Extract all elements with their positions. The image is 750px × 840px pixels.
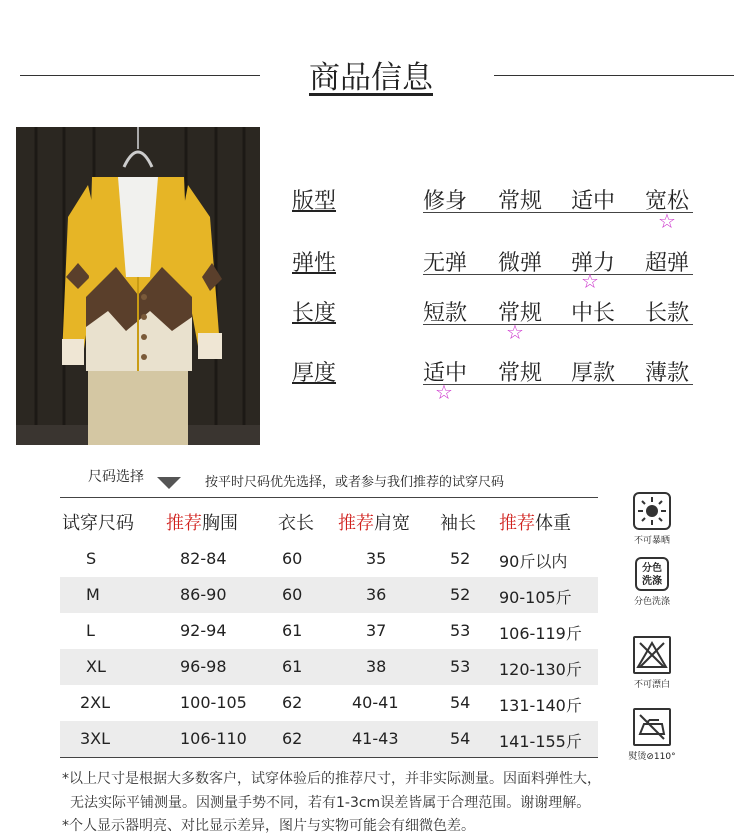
attr-label: 厚度 — [292, 361, 337, 386]
attr-option: 宽松 — [645, 189, 690, 214]
care-label: 不可暴晒 — [633, 536, 670, 546]
table-row — [60, 685, 598, 721]
care-label: 不可漂白 — [633, 680, 670, 690]
cell-shoulder: 40-41 — [352, 693, 399, 712]
header-rule-right — [494, 75, 734, 76]
care-separate-wash — [627, 557, 677, 607]
attr-option: 薄款 — [645, 361, 690, 386]
cell-length: 61 — [282, 657, 303, 676]
recommend-tag: 推荐 — [499, 513, 535, 534]
selected-star-icon: ☆ — [506, 320, 524, 344]
care-label: 熨烫⊘110° — [628, 752, 676, 762]
cardigan-illustration — [16, 127, 260, 445]
cell-size: 3XL — [80, 729, 111, 748]
table-row — [60, 541, 598, 577]
col-header-label: 体重 — [535, 513, 571, 534]
cell-sleeve: 53 — [450, 657, 471, 676]
attr-option: 适中 — [423, 361, 468, 386]
attr-option: 常规 — [498, 189, 543, 214]
attr-option: 微弹 — [498, 251, 543, 276]
cell-shoulder: 38 — [366, 657, 387, 676]
col-header-size: 试穿尺码 — [62, 513, 134, 534]
col-header-label: 肩宽 — [374, 513, 410, 534]
attr-option: 常规 — [498, 301, 543, 326]
cell-sleeve: 52 — [450, 585, 471, 604]
note-line: 无法实际平铺测量。因测量手势不同，若有1-3cm误差皆属于合理范围。谢谢理解。 — [70, 795, 591, 811]
cell-length: 60 — [282, 549, 303, 568]
col-header-label: 胸围 — [202, 513, 238, 534]
iron-icon — [633, 708, 671, 746]
col-header-sleeve: 袖长 — [440, 513, 476, 534]
attr-row-elasticity — [292, 246, 702, 296]
cell-chest: 92-94 — [180, 621, 227, 640]
attr-option: 无弹 — [423, 251, 468, 276]
separate-wash-icon: 分色 洗涤 — [635, 557, 669, 591]
attr-options — [423, 184, 693, 213]
attr-row-length — [292, 296, 702, 346]
attr-options — [423, 296, 693, 325]
col-header-weight — [499, 509, 571, 535]
table-bottom-rule — [60, 757, 598, 758]
cell-shoulder: 36 — [366, 585, 387, 604]
page-title: 商品信息 — [309, 60, 433, 96]
attr-option: 长款 — [645, 301, 690, 326]
cell-shoulder: 37 — [366, 621, 387, 640]
selected-star-icon: ☆ — [658, 209, 676, 233]
attr-option: 常规 — [498, 361, 543, 386]
col-header-chest — [166, 509, 238, 535]
cell-chest: 100-105 — [180, 693, 247, 712]
care-label: 分色洗涤 — [633, 597, 670, 607]
attr-option: 超弹 — [645, 251, 690, 276]
cell-length: 62 — [282, 729, 303, 748]
care-no-bleach — [627, 636, 677, 690]
cell-length: 60 — [282, 585, 303, 604]
note-line: *个人显示器明亮、对比显示差异，图片与实物可能会有细微色差。 — [62, 818, 475, 834]
col-header-shoulder — [338, 509, 410, 535]
cell-size: 2XL — [80, 693, 111, 712]
size-select-label: 尺码选择 — [88, 469, 144, 485]
attr-option: 短款 — [423, 301, 468, 326]
attr-label: 长度 — [292, 301, 337, 326]
attr-label: 版型 — [292, 189, 337, 214]
care-iron — [627, 708, 677, 762]
attr-options — [423, 356, 693, 385]
cell-shoulder: 41-43 — [352, 729, 399, 748]
cell-weight: 120-130斤 — [499, 660, 582, 679]
attr-label: 弹性 — [292, 251, 337, 276]
cell-sleeve: 52 — [450, 549, 471, 568]
cell-weight: 131-140斤 — [499, 696, 582, 715]
table-row — [60, 613, 598, 649]
cell-size: M — [86, 585, 100, 604]
cell-sleeve: 54 — [450, 729, 471, 748]
cell-sleeve: 54 — [450, 693, 471, 712]
cell-weight: 141-155斤 — [499, 732, 582, 751]
attr-option: 适中 — [571, 189, 616, 214]
table-top-rule — [60, 497, 598, 498]
attr-option: 中长 — [571, 301, 616, 326]
cell-weight: 90-105斤 — [499, 588, 572, 607]
table-row — [60, 721, 598, 757]
cell-shoulder: 35 — [366, 549, 387, 568]
attr-options — [423, 246, 693, 275]
cell-length: 61 — [282, 621, 303, 640]
cell-size: L — [86, 621, 95, 640]
cell-chest: 96-98 — [180, 657, 227, 676]
attr-option: 弹力 — [571, 251, 616, 276]
cell-chest: 82-84 — [180, 549, 227, 568]
cell-length: 62 — [282, 693, 303, 712]
attr-row-thickness — [292, 356, 702, 406]
triangle-down-icon — [157, 477, 181, 489]
size-hint: 按平时尺码优先选择，或者参与我们推荐的试穿尺码 — [205, 475, 505, 490]
cell-size: XL — [86, 657, 106, 676]
no-bleach-icon — [633, 636, 671, 674]
recommend-tag: 推荐 — [338, 513, 374, 534]
selected-star-icon: ☆ — [435, 380, 453, 404]
cell-size: S — [86, 549, 97, 568]
cell-sleeve: 53 — [450, 621, 471, 640]
selected-star-icon: ☆ — [581, 269, 599, 293]
attr-option: 修身 — [423, 189, 468, 214]
cell-chest: 86-90 — [180, 585, 227, 604]
header-rule-left — [20, 75, 260, 76]
note-line: *以上尺寸是根据大多数客户，试穿体验后的推荐尺寸，并非实际测量。因面料弹性大， — [62, 771, 601, 787]
attr-row-fit — [292, 184, 702, 234]
cell-weight: 106-119斤 — [499, 624, 582, 643]
no-sun-icon — [633, 492, 671, 530]
table-row — [60, 577, 598, 613]
col-header-length: 衣长 — [278, 513, 314, 534]
table-row — [60, 649, 598, 685]
product-photo — [16, 127, 260, 445]
care-no-sun — [627, 492, 677, 546]
cell-weight: 90斤以内 — [499, 552, 568, 571]
cell-chest: 106-110 — [180, 729, 247, 748]
attr-option: 厚款 — [571, 361, 616, 386]
recommend-tag: 推荐 — [166, 513, 202, 534]
